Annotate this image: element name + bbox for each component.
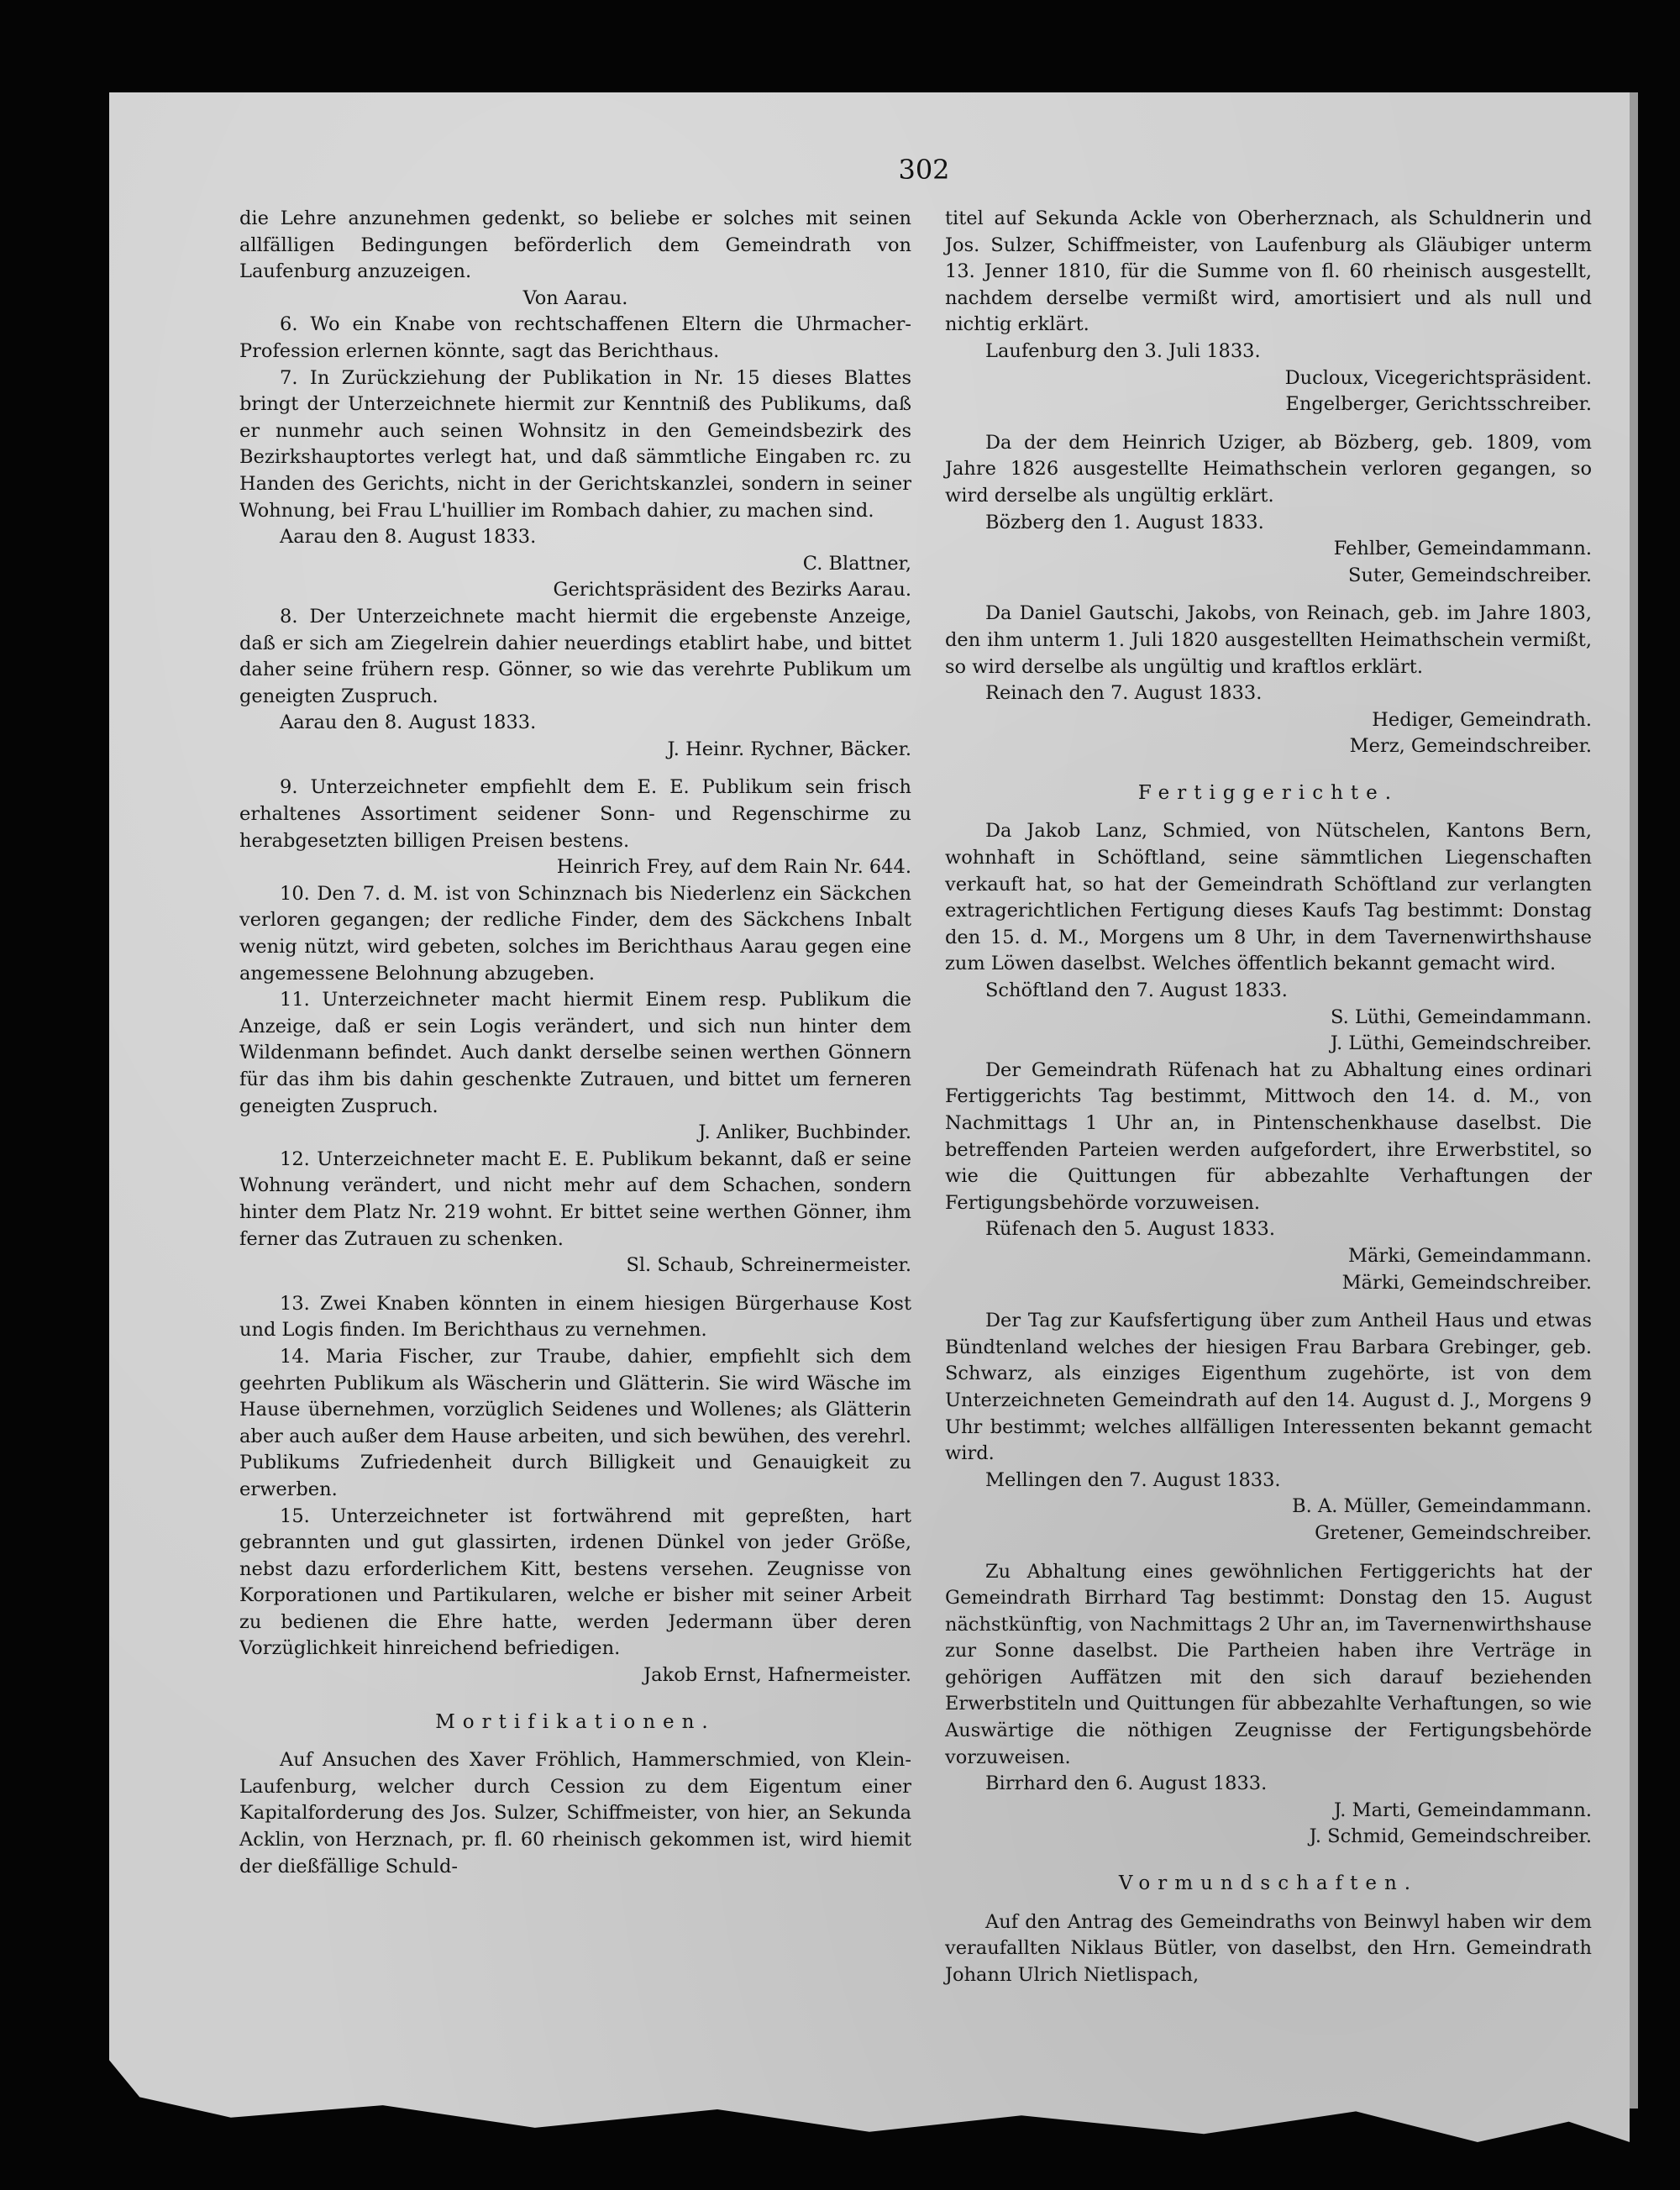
signature-line: Suter, Gemeindschreiber. <box>1348 564 1592 586</box>
section-heading: Vormundschaften. <box>1118 1872 1419 1895</box>
notice-paragraph: die Lehre anzunehmen gedenkt, so beliebe er solches mit seinen allfälligen Bedingungen beförderlich dem Gemeindrath von Laufenburg anzuzeigen. <box>239 207 911 283</box>
signature-line: S. Lüthi, Gemeindammann. <box>1330 1006 1592 1028</box>
notice-paragraph: Der Gemeindrath Rüfenach hat zu Abhaltung eines ordinari Fertiggerichts Tag bestimmt, Mittwoch den 14. d. M., von Nachmittags 1 Uhr an, in Pintenschenkhause daselbst. Die betreffenden Parteien werden aufgefordert, ihre Erwerbstitel, so wie die Quittungen für abbezahlte Verhaftungen der Fertigungsbehörde vorzuweisen. <box>945 1058 1592 1214</box>
signature-line: Heinrich Frey, auf dem Rain Nr. 644. <box>556 856 911 879</box>
page-number: 302 <box>898 154 950 186</box>
signature-line: J. Anliker, Buchbinder. <box>698 1121 911 1144</box>
notice-paragraph: Der Tag zur Kaufsfertigung über zum Antheil Haus und etwas Bündtenland welches der hiesigen Frau Barbara Grebinger, geb. Schwarz, als einziges Eigenthum zugehörte, ist von dem Unterzeichneten Gemeindrath auf den 14. August d. J., Morgens 9 Uhr bestimmt; welches allfälligen Interessenten bekannt gemacht wird. <box>945 1310 1592 1465</box>
notice-paragraph: Zu Abhaltung eines gewöhnlichen Fertiggerichts hat der Gemeindrath Birrhard Tag bestimmt: Donstag den 15. August nächstkünftig, von Nachmittags 2 Uhr an, im Tavernenwirthshause zur Sonne daselbst. Die Partheien haben ihre Verträge in gehörigen Auffätzen mit den sich darauf beziehenden Erwerbstiteln und Quittungen für abbezahlte Verhaftungen, so wie Auswärtige die nöthigen Zeugnisse der Fertigungsbehörde vorzuweisen. <box>945 1560 1592 1768</box>
notice-paragraph: Aarau den 8. August 1833. <box>280 526 537 549</box>
signature-line: Sl. Schaub, Schreinermeister. <box>626 1254 911 1277</box>
notice-paragraph: Mellingen den 7. August 1833. <box>985 1468 1281 1491</box>
paragraph-gap <box>945 589 1592 601</box>
notice-paragraph: 6. Wo ein Knabe von rechtschaffenen Eltern die Uhrmacher-Profession erlernen könnte, sagt das Berichthaus. <box>239 313 911 362</box>
notice-paragraph: 15. Unterzeichneter ist fortwährend mit gepreßten, hart gebrannten und gut glassirten, irdenen Dünkel von jeder Größe, nebst dazu erforderlichem Kitt, bestens versehen. Zeugnisse von Korporationen und Partikularen, welche er bisher mit seiner Arbeit zu bedienen die Ehre hatte, werden Jedermann über deren Vorzüglichkeit hinreichend befriedigen. <box>239 1505 911 1660</box>
paragraph-gap <box>945 1296 1592 1308</box>
signature-line: J. Marti, Gemeindammann. <box>1334 1799 1592 1821</box>
notice-paragraph: 14. Maria Fischer, zur Traube, dahier, empfiehlt sich dem geehrten Publikum als Wäscherin und Glätterin. Sie wird Wäsche im Hause übernehmen, vorzüglich Seidenes und Wollenes; als Glätterin aber auch außer dem Hause arbeiten, und sich bewühen, des verehrl. Publikums Zufriedenheit durch Billigkeit und Genauigkeit zu erwerben. <box>239 1345 911 1500</box>
right-column <box>945 206 1592 1988</box>
paragraph-gap <box>239 1279 911 1291</box>
section-heading: Mortifikationen. <box>435 1710 716 1733</box>
paragraph-gap <box>945 418 1592 430</box>
paragraph-gap <box>239 763 911 775</box>
signature-line: J. Heinr. Rychner, Bäcker. <box>667 738 911 760</box>
signature-line: Gretener, Gemeindschreiber. <box>1315 1521 1592 1544</box>
notice-paragraph: 10. Den 7. d. M. ist von Schinznach bis Niederlenz ein Säckchen verloren gegangen; der redliche Finder, dem des Säckchens Inbalt wenig nützt, wird gebeten, solches im Berichthaus Aarau gegen eine angemessene Belohnung abzugeben. <box>239 882 911 985</box>
notice-paragraph: Auf den Antrag des Gemeindraths von Beinwyl haben wir dem veraufallten Niklaus Bütler, von daselbst, den Hrn. Gemeindrath Johann Ulrich Nietlispach, <box>945 1910 1592 1986</box>
notice-paragraph: Reinach den 7. August 1833. <box>985 682 1263 705</box>
signature-line: Jakob Ernst, Hafnermeister. <box>643 1664 911 1687</box>
notice-paragraph: Bözberg den 1. August 1833. <box>985 511 1264 533</box>
notice-paragraph: 7. In Zurückziehung der Publikation in Nr. 15 dieses Blattes bringt der Unterzeichnete hiermit zur Kenntniß des Publikums, daß er nunmehr auch seinen Wohnsitz in den Gemeindsbezirk des Bezirkshauptortes verlegt hat, und daß sämmtliche Eingaben rc. zu Handen des Gerichts, nicht in der Gerichtskanzlei, sondern in seiner Wohnung, bei Frau L'huillier im Rombach dahier, zu machen sind. <box>239 366 911 522</box>
notice-paragraph: Auf Ansuchen des Xaver Fröhlich, Hammerschmied, von Klein-Laufenburg, welcher durch Cession zu dem Eigentum einer Kapitalforderung des Jos. Sulzer, Schiffmeister, von hier, an Sekunda Acklin, von Herznach, pr. fl. 60 rheinisch gekommen ist, wird hiemit der dießfällige Schuld- <box>239 1749 911 1878</box>
notice-paragraph: Schöftland den 7. August 1833. <box>985 979 1288 1002</box>
signature-line: Gerichtspräsident des Bezirks Aarau. <box>553 579 911 601</box>
notice-paragraph: Laufenburg den 3. Juli 1833. <box>985 339 1261 362</box>
signature-line: Engelberger, Gerichtsschreiber. <box>1285 393 1592 416</box>
notice-paragraph: Aarau den 8. August 1833. <box>280 712 537 734</box>
signature-line: Märki, Gemeindschreiber. <box>1341 1271 1592 1294</box>
place-heading: Von Aarau. <box>522 286 628 309</box>
notice-paragraph: 12. Unterzeichneter macht E. E. Publikum bekannt, daß er seine Wohnung verändert, und nicht mehr auf dem Schachen, sondern hinter dem Platz Nr. 219 wohnt. Er bittet seine werthen Gönner, ihm ferner das Zutrauen zu schenken. <box>239 1148 911 1250</box>
notice-paragraph: Da Jakob Lanz, Schmied, von Nütschelen, Kantons Bern, wohnhaft in Schöftland, seine sämmtlichen Liegenschaften verkauft hat, so hat der Gemeindrath Schöftland zur verlangten extragerichtlichen Fertigung dieses Kaufs Tag bestimmt: Donstag den 15. d. M., Morgens um 8 Uhr, in dem Tavernenwirthshause zum Löwen daselbst. Welches öffentlich bekannt gemacht wird. <box>945 820 1592 975</box>
notice-paragraph: 11. Unterzeichneter macht hiermit Einem resp. Publikum die Anzeige, daß er sein Logis verändert, und sich nun hinter dem Wildenmann befindet. Auch dankt derselbe seinen werthen Gönnern für das ihm bis dahin geschenkte Zutrauen, und bittet um ferneren geneigten Zuspruch. <box>239 989 911 1117</box>
section-heading: Fertiggerichte. <box>1137 781 1399 804</box>
notice-paragraph: 13. Zwei Knaben könnten in einem hiesigen Bürgerhause Kost und Logis finden. Im Berichthaus zu vernehmen. <box>239 1292 911 1342</box>
notice-paragraph: 9. Unterzeichneter empfiehlt dem E. E. Publikum sein frisch erhaltenes Assortiment seidener Sonn- und Regenschirme zu herabgesetzten billigen Preisen bestens. <box>239 776 911 852</box>
notice-paragraph: Da der dem Heinrich Uziger, ab Bözberg, geb. 1809, vom Jahre 1826 ausgestellte Heimathschein verloren gegangen, so wird derselbe als ungültig erklärt. <box>945 431 1592 507</box>
notice-paragraph: Rüfenach den 5. August 1833. <box>985 1218 1275 1241</box>
notice-paragraph: Da Daniel Gautschi, Jakobs, von Reinach, geb. im Jahre 1803, den ihm unterm 1. Juli 1820 ausgestellten Heimathschein vermißt, so wird derselbe als ungültig und kraftlos erklärt. <box>945 602 1592 678</box>
signature-line: Merz, Gemeindschreiber. <box>1349 735 1592 758</box>
signature-line: J. Schmid, Gemeindschreiber. <box>1309 1825 1592 1848</box>
notice-paragraph: titel auf Sekunda Ackle von Oberherznach, als Schuldnerin und Jos. Sulzer, Schiffmeister, von Laufenburg als Gläubiger unterm 13. Jenner 1810, für die Summe von fl. 60 rheinisch ausgestellt, nachdem derselbe vermißt wird, amortisiert und als null und nichtig erklärt. <box>945 207 1592 336</box>
signature-line: B. A. Müller, Gemeindammann. <box>1292 1495 1592 1518</box>
notice-paragraph: Birrhard den 6. August 1833. <box>985 1772 1268 1795</box>
notice-paragraph: 8. Der Unterzeichnete macht hiermit die ergebenste Anzeige, daß er sich am Ziegelrein dahier neuerdings etablirt habe, und bittet daher seine frühern resp. Gönner, so wie das verehrte Publikum um geneigten Zuspruch. <box>239 605 911 707</box>
signature-line: Fehlber, Gemeindammann. <box>1333 538 1592 560</box>
left-column <box>239 206 911 1880</box>
signature-line: C. Blattner, <box>802 552 911 575</box>
signature-line: J. Lüthi, Gemeindschreiber. <box>1330 1032 1592 1055</box>
signature-line: Hediger, Gemeindrath. <box>1372 708 1592 731</box>
paragraph-gap <box>945 1547 1592 1559</box>
signature-line: Märki, Gemeindammann. <box>1347 1244 1592 1267</box>
signature-line: Ducloux, Vicegerichtspräsident. <box>1284 366 1592 389</box>
